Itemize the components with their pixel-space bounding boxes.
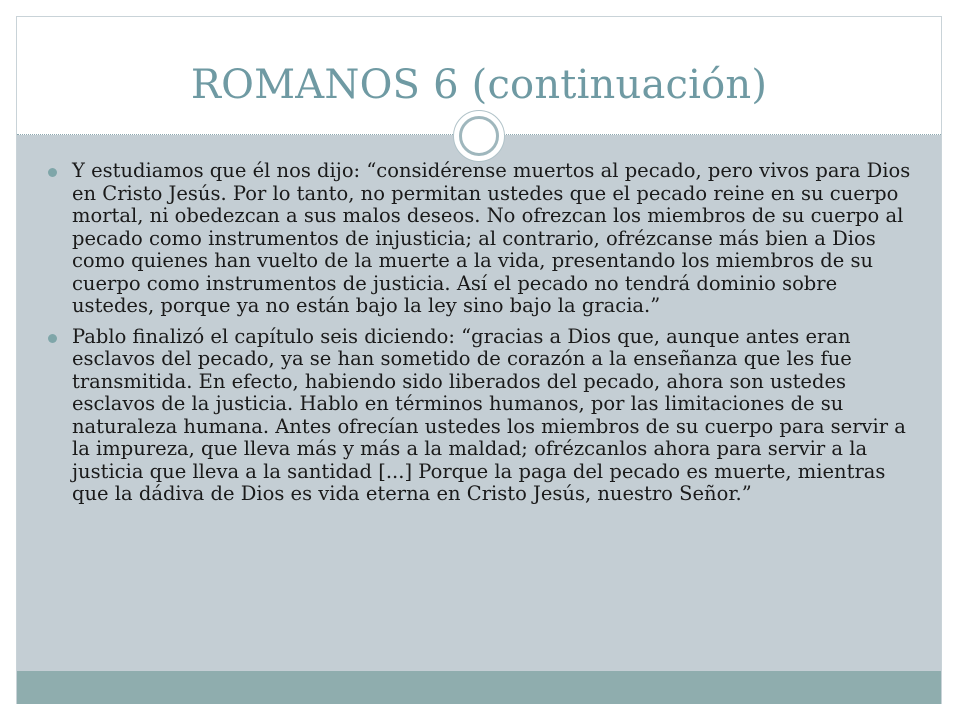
- body-paragraph-2: [48, 326, 918, 506]
- body-paragraph-1: [48, 160, 918, 318]
- bullet-dot-icon: [48, 334, 57, 343]
- slide-title: ROMANOS 6 (continuación): [190, 62, 768, 108]
- footer-band: [17, 671, 941, 704]
- paragraph-text: Pablo finalizó el capítulo seis diciendo: “gracias a Dios que, aunque antes eran esclavos del pecado, ya se han sometido de corazón a la enseñanza que les fue transmitida. En efecto, habiendo sido liberados del pecado, ahora son ustedes esclavos de la justicia. Hablo en términos humanos, por las limitaciones de su naturaleza humana. Antes ofrecían ustedes los miembros de su cuerpo para servir a la impureza, que lleva más y más a la maldad; ofrézcanlos ahora para servir a la justicia que lleva a la santidad [...] Porque la paga del pecado es muerte, mientras que la dádiva de Dios es vida eterna en Cristo Jesús, nuestro Señor.”: [72, 324, 906, 505]
- ring-inner: [459, 116, 499, 156]
- paragraph-text: Y estudiamos que él nos dijo: “considérense muertos al pecado, pero vivos para Dios en Cristo Jesús. Por lo tanto, no permitan ustedes que el pecado reine en su cuerpo mortal, ni obedezcan a sus malos deseos. No ofrezcan los miembros de su cuerpo al pecado como instrumentos de injusticia; al contrario, ofrézcanse más bien a Dios como quienes han vuelto de la muerte a la vida, presentando los miembros de su cuerpo como instrumentos de justicia. Así el pecado no tendrá dominio sobre ustedes, porque ya no están bajo la ley sino bajo la gracia.”: [72, 159, 911, 317]
- body-text-list: [48, 160, 918, 514]
- bullet-dot-icon: [48, 168, 57, 177]
- ring-icon: [453, 110, 505, 162]
